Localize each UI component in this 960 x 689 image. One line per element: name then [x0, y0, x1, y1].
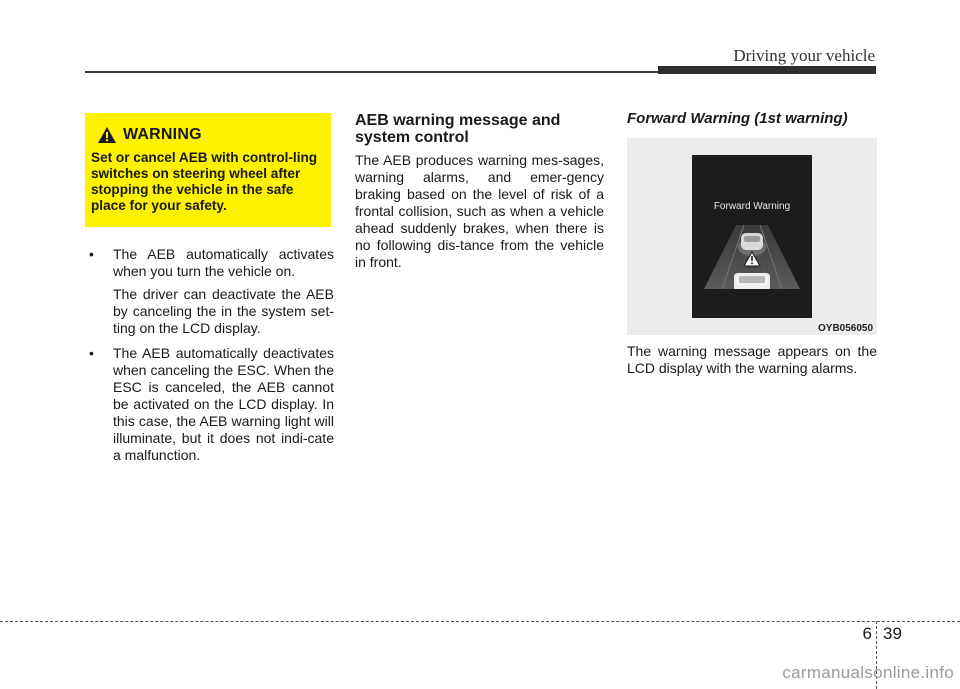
warning-header — [91, 122, 323, 148]
lcd-display-illustration — [692, 155, 812, 318]
bullet-list — [85, 246, 334, 470]
warning-triangle-icon — [97, 126, 117, 144]
section-body: The AEB produces warning mes-sages, warning alarms, and emer-gency braking based on the level of risk of a frontal collision, such as when a vehicle ahead suddenly brakes, when there is no following dis-tance from the vehicle in front. — [355, 152, 604, 270]
screen-message: Forward Warning — [713, 201, 791, 212]
chapter-number: 6 — [862, 624, 872, 643]
header-rule — [85, 71, 660, 73]
section-heading: AEB warning message and system control — [355, 112, 561, 146]
bullet-item — [85, 345, 334, 464]
footer-rule — [0, 621, 960, 622]
bullet-text: • The AEB automatically deactivates when canceling the ESC. When the ESC is canceled, the AEB cannot be activated on the LCD display. In this case, the AEB warning light will illuminate, but it does not indi-cate a malfunction. — [113, 345, 334, 463]
running-header: Driving your vehicle — [733, 46, 875, 65]
warning-title: WARNING — [123, 126, 202, 143]
warning-text: Set or cancel AEB with control-ling switches on steering wheel after stopping the vehicle in the safe place for your safety. — [91, 150, 318, 213]
forward-warning-body: The warning message appears on the LCD display with the warning alarms. — [627, 343, 877, 376]
bullet-subtext: The driver can deactivate the AEB by canceling the in the system set-ting on the LCD display. — [113, 286, 334, 336]
bullet-item — [85, 246, 334, 337]
warning-box — [85, 113, 331, 227]
figure-code: OYB056050 — [818, 323, 874, 334]
page-number: 39 — [883, 624, 902, 643]
header-rule-accent — [658, 66, 876, 74]
watermark: carmanualsonline.info — [782, 663, 954, 682]
bullet-text: • The AEB automatically activates when you turn the vehicle on. — [113, 246, 334, 279]
forward-warning-heading: Forward Warning (1st warning) — [627, 110, 848, 127]
